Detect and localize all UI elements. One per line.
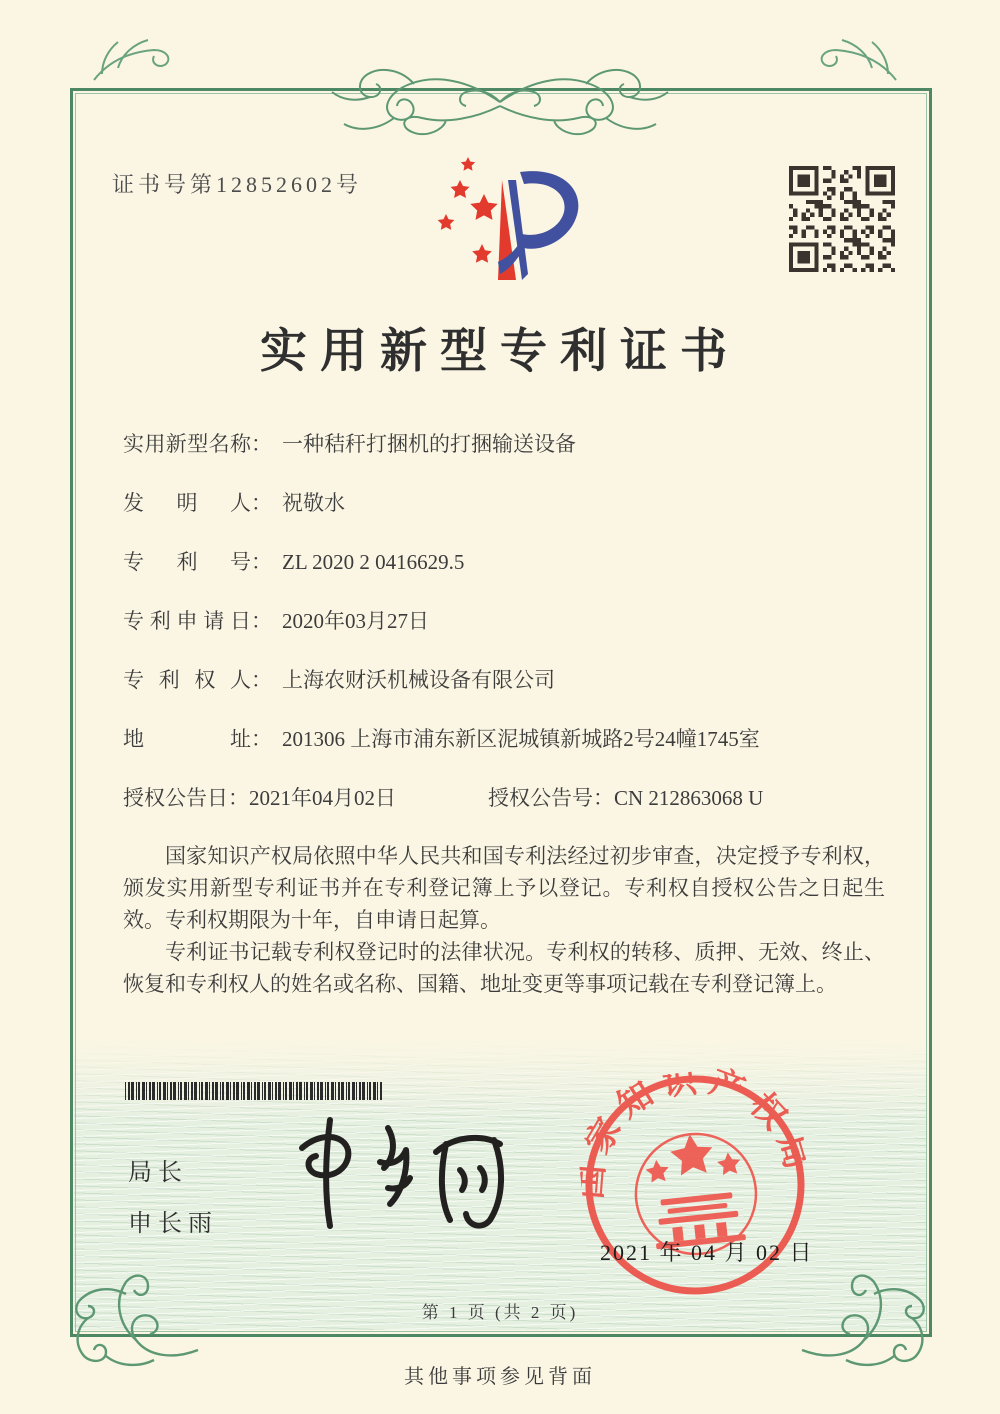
field-grant-number: 授权公告号 ： CN 212863068 U <box>488 786 764 810</box>
certificate-number: 证书号第12852602号 <box>112 172 363 197</box>
director-title: 局长 <box>128 1160 188 1186</box>
field-inventor: 发明人 ： 祝敬水 <box>123 491 345 515</box>
legal-paragraph-2: 专利证书记载专利权登记时的法律状况。专利权的转移、质押、无效、终止、恢复和专利权人的姓名或名称、国籍、地址变更等事项记载在专利登记簿上。 <box>123 940 885 996</box>
director-block <box>128 1152 218 1254</box>
svg-text:国家知识产权局: 国家知识产权局 <box>571 1061 819 1201</box>
field-utility-name: 实用新型名称 ： 一种秸秆打捆机的打捆输送设备 <box>123 432 576 456</box>
page-number: 第 1 页 (共 2 页) <box>421 1303 579 1322</box>
field-address: 地址 ： 201306 上海市浦东新区泥城镇新城路2号24幢1745室 <box>123 727 760 751</box>
director-name: 申长雨 <box>128 1211 218 1237</box>
qr-code-icon <box>789 166 895 272</box>
field-patentee: 专利权人 ： 上海农财沃机械设备有限公司 <box>123 668 555 692</box>
top-left-sprig-ornament <box>88 22 178 86</box>
barcode <box>125 1082 387 1100</box>
official-seal-stamp <box>571 1061 819 1309</box>
legal-text <box>123 840 885 1000</box>
footer-note: 其他事项参见背面 <box>404 1366 596 1388</box>
certificate-title: 实用新型专利证书 <box>260 326 740 378</box>
field-application-date: 专利申请日 ： 2020年03月27日 <box>123 609 429 633</box>
cnipa-logo-icon <box>424 152 584 297</box>
director-signature <box>268 1108 518 1238</box>
legal-paragraph-1: 国家知识产权局依照中华人民共和国专利法经过初步审查，决定授予专利权，颁发实用新型专利证书并在专利登记簿上予以登记。专利权自授权公告之日起生效。专利权期限为十年，自申请日起算。 <box>123 844 885 932</box>
top-right-sprig-ornament <box>812 22 902 86</box>
field-grant-date: 授权公告日 ： 2021年04月02日 <box>123 786 396 810</box>
field-patent-number: 专利号 ： ZL 2020 2 0416629.5 <box>123 550 465 574</box>
field-list <box>123 430 893 812</box>
field-grant-row <box>123 784 893 812</box>
seal-date: 2021 年 04 月 02 日 <box>600 1240 814 1265</box>
